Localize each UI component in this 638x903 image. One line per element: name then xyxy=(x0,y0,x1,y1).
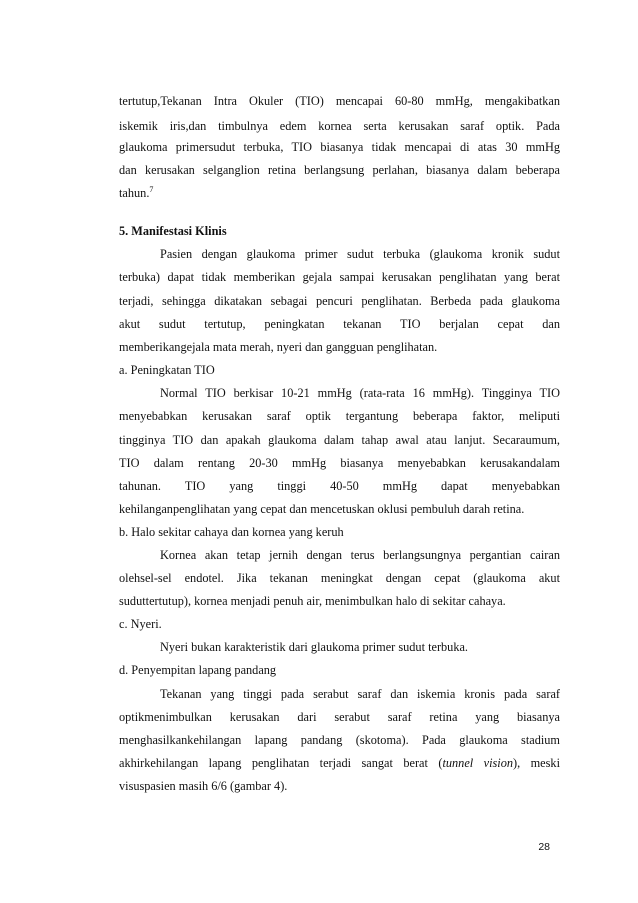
text-line: menghasilkankehilangan lapang pandang (skotoma). Pada glaukoma stadium xyxy=(119,733,560,747)
text-line: Nyeri bukan karakteristik dari glaukoma primer sudut terbuka. xyxy=(160,640,469,654)
text-line: optikmenimbulkan kerusakan dari serabut saraf retina yang biasanya xyxy=(119,710,560,724)
text-line: menyebabkan kerusakan saraf optik tergantung beberapa faktor, meliputi xyxy=(119,409,560,423)
text-fragment: akhirkehilangan lapang penglihatan terjadi sangat berat ( xyxy=(119,756,443,770)
text-line: memberikangejala mata merah, nyeri dan gangguan penglihatan. xyxy=(119,340,438,354)
text-line xyxy=(119,185,560,201)
text-line: kehilanganpenglihatan yang cepat dan mencetuskan oklusi pembuluh darah retina. xyxy=(119,502,525,516)
italic-term: tunnel vision xyxy=(442,756,514,770)
text-line: Kornea akan tetap jernih dengan terus berlangsungnya pergantian cairan xyxy=(160,548,560,562)
text-line: Tekanan yang tinggi pada serabut saraf dan iskemia kronis pada saraf xyxy=(160,687,560,701)
subsection-heading: c. Nyeri. xyxy=(119,617,162,631)
text-line: tertutup,Tekanan Intra Okuler (TIO) mencapai 60-80 mmHg, mengakibatkan xyxy=(119,94,560,108)
text-line: suduttertutup), kornea menjadi penuh air, menimbulkan halo di sekitar cahaya. xyxy=(119,594,506,608)
citation-superscript: 7 xyxy=(149,185,154,194)
text-line: terjadi, sehingga dikatakan sebagai pencuri penglihatan. Berbeda pada glaukoma xyxy=(119,294,560,308)
text-line: glaukoma primersudut terbuka, TIO biasanya tidak mencapai di atas 30 mmHg xyxy=(119,140,560,154)
text-line: Normal TIO berkisar 10-21 mmHg (rata-rata 16 mmHg). Tingginya TIO xyxy=(160,386,560,400)
subsection-heading: b. Halo sekitar cahaya dan kornea yang keruh xyxy=(119,525,344,539)
text-line: akut sudut tertutup, peningkatan tekanan TIO berjalan cepat dan xyxy=(119,317,560,331)
text-line xyxy=(119,755,560,771)
text-line: iskemik iris,dan timbulnya edem kornea serta kerusakan saraf optik. Pada xyxy=(119,119,560,133)
text-line: terbuka) dapat tidak memberikan gejala sampai kerusakan penglihatan yang berat xyxy=(119,270,560,284)
text-line: Pasien dengan glaukoma primer sudut terbuka (glaukoma kronik sudut xyxy=(160,247,560,261)
text-fragment: tahun. xyxy=(119,186,150,200)
text-line: olehsel-sel endotel. Jika tekanan meningkat dengan cepat (glaukoma akut xyxy=(119,571,560,585)
subsection-heading: d. Penyempitan lapang pandang xyxy=(119,663,277,677)
subsection-heading: a. Peningkatan TIO xyxy=(119,363,215,377)
text-fragment: ), meski xyxy=(513,756,560,770)
text-line: TIO dalam rentang 20-30 mmHg biasanya menyebabkan kerusakandalam xyxy=(119,456,560,470)
text-line: visuspasien masih 6/6 (gambar 4). xyxy=(119,779,288,793)
text-line: dan kerusakan selganglion retina berlangsung perlahan, biasanya dalam beberapa xyxy=(119,163,560,177)
text-line: tahunan. TIO yang tinggi 40-50 mmHg dapat menyebabkan xyxy=(119,479,560,493)
text-line: tingginya TIO dan apakah glaukoma dalam tahap awal atau lanjut. Secaraumum, xyxy=(119,433,560,447)
page-number: 28 xyxy=(538,841,550,853)
section-heading: 5. Manifestasi Klinis xyxy=(119,224,227,238)
